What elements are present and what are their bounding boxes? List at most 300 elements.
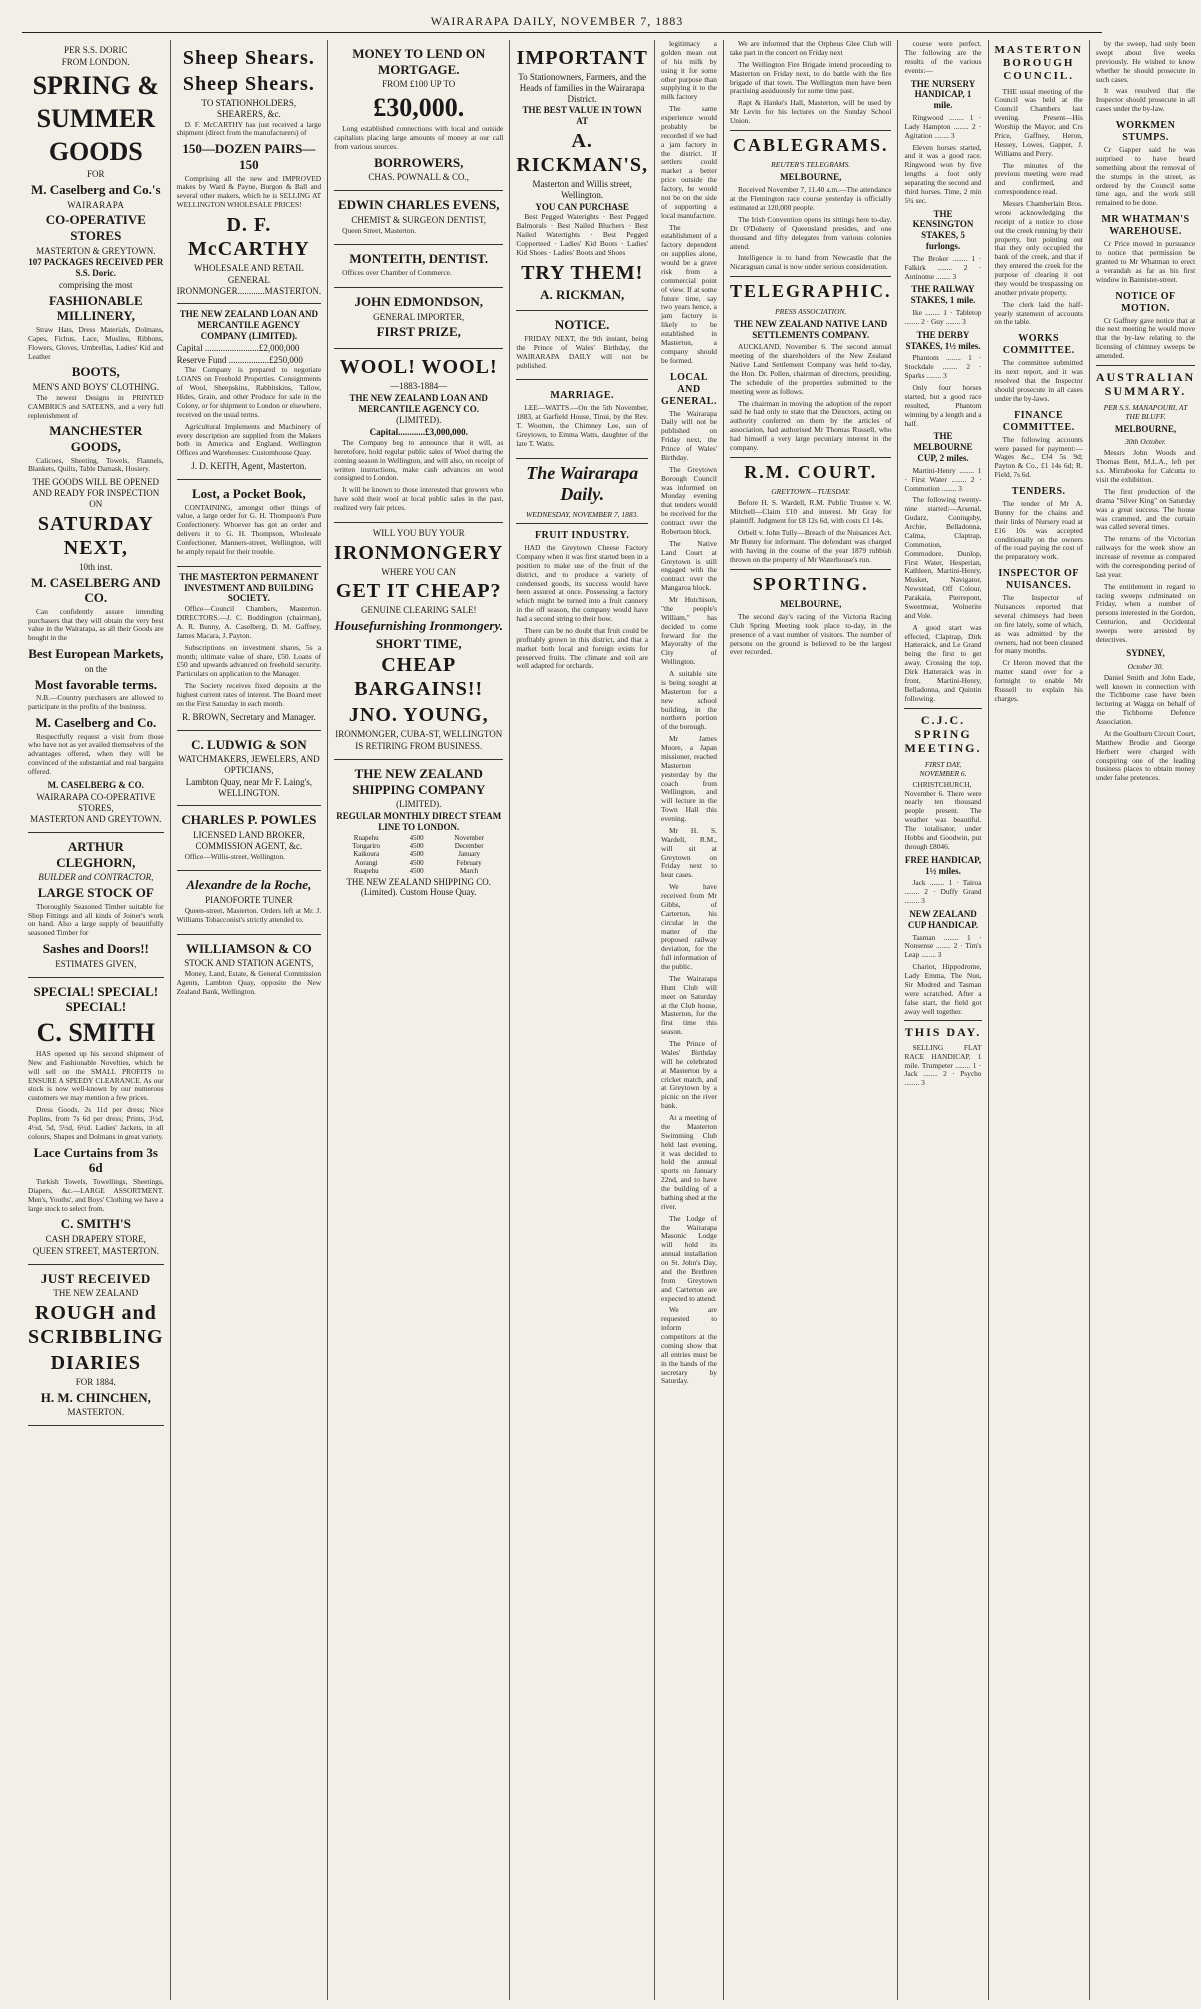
ad-line: 10th inst.: [79, 561, 113, 572]
young-ad: [334, 523, 503, 760]
ad-body: Respectfully request a visit from those who have not as yet availed themselves of the advantages offered, when they will be convinced of the substantial and real bargains offered.: [28, 731, 164, 777]
race-results: Jack ........ 1 · Tairoa ........ 2 · Duffy Grand ........ 3: [904, 878, 982, 906]
ad-title: WOOL! WOOL!: [339, 355, 498, 378]
article-body: The Prince of Wales' Birthday will be celebrated at Masterton by a cricket match, and at Greytown by a picnic on the river bank.: [661, 1039, 717, 1111]
ad-line: To Stationowners, Farmers, and the Heads of families in the Wairarapa District.: [518, 72, 647, 104]
ad-line: GENUINE CLEARING SALE!: [360, 605, 477, 616]
ad-terms: Most favorable terms.: [34, 676, 157, 692]
ad-body: The Company beg to announce that it will, as heretofore, hold regular public sales of Wool during the coming season in Wellington, and will also, on receipt of written instructions, make cash advances on wool consigned to London.: [334, 437, 504, 483]
ad-manchester: MANCHESTER GOODS,: [49, 423, 143, 455]
race-title: THE RAILWAY STAKES, 1 mile.: [910, 284, 976, 306]
article-body: The entitlement in regard to racing sweeps culminated on Friday, when a number of persons interested in the Gordon, Centurion, and Occidental sweeps were arrested by detectives.: [1095, 581, 1196, 644]
australian-heading: AUSTRALIAN SUMMARY.: [1095, 369, 1196, 399]
ad-line: comprising the most: [59, 279, 133, 290]
ad-line: THE GOODS WILL BE OPENED AND READY FOR INSPECTION ON: [32, 477, 160, 509]
article-body: The minutes of the previous meeting were read and confirmed, and correspondence read.: [994, 160, 1083, 197]
ad-body: The Society receives fixed deposits at the highest current rates of interest. The Board meet on the First Saturday in each month.: [176, 681, 322, 708]
ad-line: WHERE YOU CAN: [381, 566, 457, 577]
ad-body: Straw Hats, Dress Materials, Dolmans, Capes, Fichus, Lace, Muslins, Ribbons, Flowers, Gloves, Umbrellas, Ladies' Kid and Leather: [28, 324, 164, 361]
ad-firm: JNO. YOUNG,: [348, 704, 489, 727]
race-results: SELLING FLAT RACE HANDICAP, 1 mile. Trumpeter ........ 1 · Jack ........ 2 · Psycho ........ 3: [904, 1042, 982, 1088]
ad-line: WAIRARAPA: [67, 199, 125, 210]
paper-date: WEDNESDAY, NOVEMBER 7, 1883.: [526, 510, 639, 519]
ad-body: D. F. McCARTHY has just received a large shipment (direct from the manufacturers) of: [176, 119, 322, 138]
ad-title: DIARIES: [50, 1351, 141, 1374]
article-body: Cr Price moved in pursuance to notice that permission be granted to Mr Whatman to erect a verandah as far as his first window in Bannister-street.: [1095, 239, 1196, 284]
ad-title: Lost, a Pocket Book,: [191, 485, 306, 501]
ad-signature: R. BROWN, Secretary and Manager.: [182, 711, 316, 722]
masthead: WAIRARAPA DAILY, NOVEMBER 7, 1883: [430, 14, 684, 28]
ad-line: MASTERTON.: [67, 1407, 125, 1418]
article-body: The tender of Mr A. Bunny for the chains and their links of Nursery road at £16 10s was accepted conditionally on the owners of the road paying the cost of the preparatory work.: [994, 499, 1083, 562]
ad-firm: EDWIN CHARLES EVENS,: [338, 197, 500, 213]
ad-body: Queen-street, Masterton. Orders left at Mr. J. Williams Tobacconist's strictly attended to.: [176, 905, 322, 924]
ship-row: [334, 842, 503, 850]
ad-body: Queen Street, Masterton.: [342, 225, 417, 235]
paper-title: The Wairarapa Daily.: [526, 462, 639, 505]
notice-body: FRIDAY NEXT, the 9th instant, being the Prince of Wales' Birthday, the WAIRARAPA DAILY will not be published.: [516, 333, 648, 370]
article-body: Cr Gaffney gave notice that at the next meeting he would move that the by-law relating to the licensing of chimney sweeps be amended.: [1095, 315, 1196, 360]
article-body: Daniel Smith and John Eade, well known in connection with the Tichborne case have been lecturing at Wagga on behalf of the Tichborne Defence Association.: [1095, 672, 1196, 726]
race-title: THE NURSERY HANDICAP, 1 mile.: [910, 78, 976, 111]
article-body: The Native Land Court at Greytown is still engaged with the contract over the Mangaroa block.: [661, 538, 717, 593]
permanent-society-ad: [177, 567, 322, 731]
ad-title: Sheep Shears.: [182, 47, 315, 69]
ship-name: Aorangi: [354, 858, 378, 867]
ad-line: FROM £100 UP TO: [382, 79, 456, 90]
column-3: [328, 40, 510, 2000]
ad-body: Money, Land, Estate, & General Commission Agents, Lambton Quay, opposite the New Zealand Bank, Wellington.: [176, 968, 322, 996]
article-body: Before H. S. Wardell, R.M. Public Trustee v. W. Mitchell—Claim £10 and interest. Mr Gray for plaintiff. Judgment for £8 12s 6d, with costs £1 14s.: [729, 498, 892, 526]
ad-firm: JOHN EDMONDSON,: [354, 293, 484, 309]
ad-signature: M. CASELBERG & CO.: [47, 779, 144, 790]
ad-line: TO STATIONHOLDERS, SHEARERS, &c.: [201, 98, 297, 119]
article-body: Eleven horses started, and it was a good race. Ringwood won by five lengths a foot only separating the second and third horses. Time, 2 min 5¼ sec.: [904, 142, 982, 205]
ad-title: IMPORTANT: [516, 47, 648, 69]
ad-body: Dress Goods, 2s 11d per dress; Nice Poplins, from 7s 6d per dress; Prints, 3½d, 4½d, 5d, 5½d, 6½d. Ladies' Jackets, in all colours, Shapes and Dolmans in great variety.: [28, 1105, 164, 1141]
ad-firm: M. CASELBERG AND CO.: [30, 574, 161, 606]
works-heading: WORKS COMMITTEE.: [1002, 333, 1075, 357]
article-body: At a meeting of the Masterton Swimming Club held last evening, it was decided to hold the annual sports on January 22nd, and to have the building of a bathing shed at the river.: [661, 1113, 717, 1211]
ad-firm: THE NEW ZEALAND LOAN AND MERCANTILE AGENCY CO.: [349, 392, 488, 414]
sporting-heading: SPORTING.: [752, 573, 869, 594]
section-heading: WORKMEN STUMPS.: [1115, 120, 1176, 143]
ad-lace: Lace Curtains from 3s 6d: [33, 1144, 158, 1176]
article-body: course were perfect. The following are the results of the various events:—: [904, 39, 982, 75]
ad-body: Calicoes, Sheeting, Towels, Flannels, Blankets, Quilts, Table Damask, Hosiery.: [28, 455, 164, 474]
court-heading: R.M. COURT.: [744, 461, 878, 482]
ad-just: JUST RECEIVED: [40, 1270, 151, 1286]
article-body: by the sweep, had only been swept about five weeks previously. He wished to know whether he should prosecute in such cases.: [1095, 39, 1196, 84]
ad-line: Masterton and Willis street, Wellington.: [532, 178, 632, 200]
ad-line: WHOLESALE AND RETAIL: [193, 263, 304, 274]
ad-body: Long established connections with local and outside capitalists placing large amounts of money at our call from various sources.: [334, 124, 504, 151]
ad-sash: Sashes and Doors!!: [42, 941, 149, 957]
ad-firm: C. SMITH'S: [60, 1216, 131, 1232]
article-body: A suitable site is being sought at Masterton for a new school building, in the northern portion of the borough.: [661, 669, 717, 732]
article-body: The establishment of a factory dependent on supplies alone, would be a grave risk from a commercial point of view. If at some future time, say two years hence, a jam factory is likely to be established in Masterton, a company should be formed.: [661, 222, 717, 365]
divider: [1096, 365, 1195, 366]
ad-line: THE BEST VALUE IN TOWN AT: [522, 105, 642, 127]
ad-body: Subscriptions on investment shares, 5s a month; ultimate value of share, £50. Loans of £50 and upwards advanced on freehold security. Particulars on application to the Manager.: [176, 642, 322, 679]
ad-capital: Capital............£3,000,000.: [369, 427, 468, 438]
ad-stores: CO-OPERATIVE STORES: [45, 212, 146, 243]
ad-line: FOR 1884.: [75, 1376, 116, 1387]
article-body: The same experience would probably be recorded if we had a jam factory in the district. If settlers could market a better price outside the factory, he would not be on the side of supporting a local manufacture.: [661, 104, 717, 220]
ship-name: Kaikoura: [353, 850, 380, 859]
ad-line: (LIMITED).: [396, 799, 442, 810]
section-heading: LOCAL AND GENERAL.: [661, 371, 717, 407]
caselberg-ad: [28, 40, 164, 833]
ad-prize: FIRST PRIZE,: [376, 324, 461, 340]
ad-borrowers: BORROWERS,: [374, 154, 464, 170]
race-results: Ringwood ........ 1 · Lady Hampton ........ 2 · Agitation ........ 3: [904, 112, 982, 140]
money-ad: [334, 40, 503, 191]
ad-body: Can confidently assure intending purchasers that they will obtain the very best value in the Wairarapa, as all their Goods are bought in the: [28, 606, 164, 643]
article-body: CHRISTCHURCH, November 6. There were nearly ten thousand people present. The weather was beautiful. The totalisator, under Hobbs and Goodwin, put through £8046.: [904, 779, 982, 851]
article-body: It was resolved that the Inspector should prosecute in all cases under the by-law.: [1095, 86, 1196, 114]
article-body: Chariot, Hippodrome, Lady Emma, The Nun, Sir Modred and Tasman were scratched. After a false start, the field got away well together.: [904, 962, 982, 1016]
ad-body: CONTAINING, amongst other things of value, a large order for G. H. Thompson's Pure Confectionery. Whoever has got an order and delivers it to G. H. Thompson, Wholesale Confectioner, Manners-street, Wellington, will be amply repaid for their trouble.: [176, 502, 322, 556]
divider: [516, 523, 648, 524]
ad-saturday: SATURDAY NEXT,: [37, 512, 154, 559]
ad-line: REGULAR MONTHLY DIRECT STEAM LINE TO LONDON.: [336, 811, 502, 832]
ad-line: PIANOFORTE TUNER: [205, 895, 293, 906]
ad-millinery: FASHIONABLE MILLINERY,: [48, 292, 143, 324]
ship-date: December: [454, 842, 484, 851]
article-body: The Greytown Borough Council was informed on Monday evening that tenders would be received for the contract over the Robertson block.: [661, 464, 717, 536]
council-heading: MASTERTON BOROUGH COUNCIL.: [994, 44, 1083, 83]
article-body: We have received from Mr Gibbs, of Carterton, his circular in the matter of the proposed railway deviation, for the full information of the public.: [661, 882, 717, 971]
column-9: [1090, 40, 1201, 2000]
cable-sub: REUTER'S TELEGRAMS.: [771, 160, 851, 170]
article-body: The following twenty-nine started:—Arsenal, Gudarz, Coningsby, Archie, Belladonna, Calma, Claptrap, Commotion, Commodore, Dunlop, First Water, Hesperian, Kathleen, Martini-Henry, Musket, Navigator, Newstead, Off Colour, Parakaia, Pierrepont, Sweetmeat, Wolnerite and Vole.: [904, 495, 982, 620]
ad-line: QUEEN STREET, MASTERTON.: [32, 1245, 159, 1256]
ad-line: CHEMIST & SURGEON DENTIST,: [351, 214, 487, 225]
article-body: THE usual meeting of the Council was held at the Council Chambers last evening. Present—His Worship the Mayor, and Crs Price, Gaffney, Heron, Hessey, Lowes, Gapper, J. Williams and Perry.: [994, 86, 1083, 158]
sheep-shears-ad: [177, 40, 322, 304]
article-body: Cr Heron moved that the matter stand over for a fortnight to enable Mr Russell to explain his charges.: [994, 658, 1083, 703]
ad-title: Sheep Shears.: [182, 73, 315, 95]
article-body: The Wairarapa Hunt Club will meet on Saturday at the Club house, Masterton, for the first time this season.: [661, 973, 717, 1037]
shipping-table: [334, 834, 503, 876]
column-2: [171, 40, 329, 2000]
ad-line: CASH DRAPERY STORE,: [45, 1234, 146, 1244]
finance-heading: FINANCE COMMITTEE.: [1002, 409, 1075, 433]
ad-trade: Housefurnishing Ironmongery.: [334, 618, 504, 634]
article-body: The committee submitted its next report, and it was resolved that the Inspector should prosecute in all cases under the by-laws.: [994, 358, 1083, 403]
article-body: We are informed that the Orpheus Glee Club will take part in the concert on Friday next: [729, 39, 892, 57]
ship-date: January: [458, 850, 481, 859]
ad-title: SPRING &: [32, 70, 159, 100]
dateline: MELBOURNE,: [780, 172, 842, 183]
ad-title: THE NEW ZEALAND SHIPPING COMPANY: [352, 766, 486, 797]
ad-line: LICENSED LAND BROKER, COMMISSION AGENT, &c.: [192, 829, 305, 851]
telegraphic-heading: TELEGRAPHIC.: [729, 281, 892, 302]
ad-body: It will be known to those interested that growers who have sold their wool at local public sales in the past, realized very fair prices.: [334, 485, 504, 513]
ad-line: BUILDER and CONTRACTOR,: [38, 872, 154, 883]
smith-ad: [28, 978, 164, 1265]
ad-line: THE NEW ZEALAND: [53, 1288, 139, 1299]
ship-name: Ruapehu: [353, 833, 379, 842]
ad-title: SUMMER: [36, 103, 156, 133]
ad-title: THE MASTERTON PERMANENT INVESTMENT AND BUILDING SOCIETY.: [179, 571, 319, 604]
article-body: Cr Gapper said he was surprised to have heard something about the removal of the stumps in the street, as ordered by the Council some time ago, and the work still remained to be done.: [1095, 145, 1196, 208]
ad-line: YOU CAN PURCHASE: [535, 201, 629, 212]
notice-title: NOTICE.: [554, 317, 610, 333]
article-body: Messrs John Woods and Thomas Bent, M.L.A., left per s.s. Mirrabooka for Calcutta to visit the exhibition.: [1095, 448, 1196, 485]
divider: [730, 457, 892, 458]
ad-line: MASTERTON & GREYTOWN.: [36, 245, 156, 256]
powles-ad: [177, 806, 322, 871]
monteith-ad: [334, 245, 503, 287]
article-body: The Lodge of the Wairarapa Masonic Lodge will hold its annual installation on St. John's Day, and the Brethren from Greytown and Carterton are expected to attend.: [661, 1213, 717, 1303]
this-day-heading: THIS DAY.: [904, 1025, 982, 1040]
marriage-title: MARRIAGE.: [550, 390, 614, 402]
ad-line: STOCK AND STATION AGENTS,: [184, 958, 314, 969]
article-body: AUCKLAND, November 6. The second annual meeting of the shareholders of the New Zealand Native Land Settlement Company was held to-day, the Hon. Dr. Pollen, chairman of directors, presiding. The schedule of the properties submitted to the meeting were as follows.: [729, 342, 892, 396]
ad-line: FROM LONDON.: [61, 56, 130, 67]
dateline: SYDNEY,: [1126, 647, 1165, 658]
article-body: legitimacy a golden mean out of his milk by using it for some other purpose than supplying it to the milk factory: [661, 39, 717, 102]
ad-title: IRONMONGERY: [334, 541, 504, 564]
article-body: The second day's racing of the Victoria Racing Club Spring Meeting took place to-day, in the presence of a vast number of visitors. The number of persons on the ground is believed to be the largest ever recorded.: [729, 611, 892, 657]
section-heading: MR WHATMAN'S WAREHOUSE.: [1101, 214, 1190, 238]
ship-name: Tongariro: [352, 842, 380, 851]
ad-body: Best Pegged Waterights · Best Pegged Balmorals · Best Nailed Bluchers · Best Nailed Watertights · Best Pegged Copperteed · Ladies' Kid Boots · Ladies' Kid Shoes · Ladies' Boots and Shoes: [516, 212, 648, 257]
article-body: Received November 7, 11.40 a.m.—The attendance at the Flemington race course yesterday is officially estimated at 120,000 people.: [729, 185, 892, 213]
article-body: The Wairarapa Daily will not be published on Friday next, the Prince of Wales' Birthday.: [661, 408, 717, 462]
ad-firm: Alexandre de la Roche,: [186, 877, 312, 893]
race-results: Ike ........ 1 · Tabletop ........ 2 · Guy ........ 3: [904, 308, 982, 326]
ad-firm: D. F. McCARTHY: [188, 214, 310, 261]
ad-bargains: CHEAP BARGAINS!!: [354, 654, 484, 701]
divider: [904, 1020, 981, 1021]
ship-row: [334, 867, 503, 875]
ad-body: Office—Council Chambers, Masterton. DIRECTORS.—J. C. Boddington (chairman), A. R. Bunny, A. Caselberg, D. M. Gaffney, James Macara, J. Payton.: [176, 604, 322, 640]
shipping-ad: [334, 760, 503, 905]
ad-body: The newest Designs in PRINTED CAMBRICS and SATEENS, and a very full replenishment of: [28, 392, 164, 420]
ad-firm: CHARLES P. POWLES: [181, 812, 317, 828]
ship-tons: 4500: [409, 858, 424, 867]
race-title: NEW ZEALAND CUP HANDICAP.: [907, 908, 979, 930]
race-title: THE KENSINGTON STAKES, 5 furlongs.: [912, 208, 974, 252]
ad-reserve: Reserve Fund ..................£250,000: [176, 354, 303, 365]
ship-tons: 4500: [409, 867, 424, 876]
motion-heading: NOTICE OF MOTION.: [1115, 290, 1176, 314]
ad-firm: C. SMITH: [36, 1017, 156, 1047]
ad-firm: C. LUDWIG & SON: [191, 736, 307, 752]
ad-firm: ARTHUR CLEGHORN,: [56, 839, 136, 870]
ad-body: Offices over Chamber of Commerce.: [342, 268, 452, 278]
ad-capital: Capital ........................£2,000,000: [176, 342, 300, 353]
australian-sub: PER S.S. MANAPOURI, AT THE BLUFF.: [1103, 402, 1188, 421]
fruit-heading: FRUIT INDUSTRY.: [534, 530, 630, 541]
chinchen-ad: [28, 1265, 164, 1427]
ad-packages: 107 PACKAGES RECEIVED PER S.S. Doric.: [28, 257, 164, 279]
article-body: Rapt & Hanke's Hall, Masterton, will be used by Mr Levin for his lectures on the Sunday School Union.: [729, 98, 892, 125]
ship-tons: 4500: [409, 833, 424, 842]
divider: [730, 276, 892, 277]
article-body: HAD the Greytown Cheese Factory Company when it was first started been in a position to make use of the fruit of the district, and to produce a variety of condensed goods, its success would have been assured at once. Possessing a factory which might be turned into a fruit cannery in the off season, the company would have had a second string to their bow.: [516, 543, 648, 623]
ad-line: WILL YOU BUY YOUR: [372, 527, 465, 538]
cjc-sub: FIRST DAY, NOVEMBER 6.: [919, 759, 967, 778]
ad-firm: WILLIAMSON & CO: [186, 940, 312, 956]
nzlm-ad: [177, 304, 322, 480]
article-body: The Wellington Fire Brigade intend proceeding to Masterton on Friday next, to do battle with the fire brigade of that town. The Wellington men have been practising assiduously for some time past.: [729, 59, 892, 96]
column-7: [898, 40, 988, 2000]
ad-line: GENERAL IRONMONGER............MASTERTON.: [176, 274, 322, 296]
dateline-date: 30th October.: [1125, 437, 1166, 447]
ad-line: on the: [84, 663, 107, 674]
edmondson-ad: [334, 288, 503, 349]
ship-row: [334, 834, 503, 842]
cjc-heading: C.J.C. SPRING MEETING.: [904, 712, 982, 756]
ad-body: HAS opened up his second shipment of New and Fashionable Novelties, which he will sell on the SMALL PROFITS to ENSURE A SPEEDY CLEARANCE. As our stock is now well-known by our numerous customers we may mention a few prices.: [28, 1048, 164, 1103]
ad-try: TRY THEM!: [521, 261, 644, 284]
ad-body: Thoroughly Seasoned Timber suitable for Shop Fittings and all kinds of Joiner's work on hand. Also a large supply of beautifully seasoned Timber for: [28, 901, 164, 938]
ad-boots: BOOTS,: [71, 364, 120, 380]
columns: [22, 39, 1196, 2000]
ship-row: [334, 850, 503, 858]
ad-line: WATCHMAKERS, JEWELERS, AND OPTICIANS,: [178, 754, 320, 775]
ad-title: GOODS: [48, 136, 143, 166]
dateline: MELBOURNE,: [780, 599, 842, 610]
race-title: FREE HANDICAP, 1½ miles.: [904, 854, 982, 876]
column-5: [655, 40, 724, 2000]
ship-tons: 4500: [409, 850, 424, 859]
article-body: Mr James Moore, a Japan missioner, reached Masterton yesterday by the coach from Wellington, and will lecture in the Town Hall this evening.: [661, 734, 717, 823]
ad-firm: A. RICKMAN,: [540, 286, 625, 302]
article-head: THE NEW ZEALAND NATIVE LAND SETTLEMENTS COMPANY.: [734, 318, 888, 340]
article-body: At the Goulburn Circuit Court, Matthew Brodie and George Herbert were charged with conspiring one of the leading business places to obtain money under false pretences.: [1095, 728, 1196, 783]
ad-body: N.B.—Country purchasers are allowed to participate in the profits of the business.: [28, 693, 164, 712]
ad-firm: M. Caselberg and Co.'s: [30, 181, 161, 197]
article-body: There can be no doubt that fruit could be profitably grown in this district, and that a market both local and foreign exists for preserved fruits. The climate and soil are well adapted for orchards.: [516, 625, 648, 671]
tenders-heading: TENDERS.: [1011, 486, 1066, 498]
ad-signature: MASTERTON AND GREYTOWN.: [30, 814, 162, 825]
ad-signature: J. D. KEITH, Agent, Masterton.: [191, 461, 307, 472]
ad-signature: CHAS. POWNALL & CO.,: [368, 172, 470, 183]
race-results: The Broker ........ 1 · Falkirk ........ 2 · Antinome ........ 3: [904, 253, 982, 281]
race-title: THE MELBOURNE CUP, 2 miles.: [913, 431, 973, 463]
roche-ad: [177, 871, 322, 934]
ship-date: November: [454, 833, 484, 842]
ad-body: Comprising all the new and IMPROVED makes by Ward & Payne, Burgon & Ball and several other makers, which he is SELLING AT WELLINGTON WHOLESALE PRICES!: [176, 173, 322, 210]
ad-firm: A. RICKMAN'S,: [516, 129, 648, 176]
ship-date: February: [456, 858, 482, 867]
ad-short: SHORT TIME,: [375, 635, 462, 651]
article-body: The first production of the drama "Silver King" on Saturday was a great success. The house was crammed, and the curtain was called several times.: [1095, 486, 1196, 532]
column-6: [724, 40, 899, 2000]
ad-firm: M. Caselberg and Co.: [35, 714, 157, 730]
cablegrams-heading: CABLEGRAMS.: [732, 134, 889, 155]
dateline-date: October 30.: [1127, 661, 1164, 671]
column-4: [510, 40, 655, 2000]
ad-line: (LIMITED).: [396, 415, 442, 426]
article-body: Intelligence is to hand from Newcastle that the Nicaraguan canal is now under serious consideration.: [729, 253, 892, 272]
ad-title: MONEY TO LEND ON MORTGAGE.: [352, 46, 486, 77]
ad-title: THE NEW ZEALAND LOAN AND MERCANTILE AGENCY COMPANY (LIMITED).: [179, 309, 319, 342]
ship-tons: 4500: [409, 842, 424, 851]
masthead-rule: [22, 32, 1102, 33]
marriage-ad: [516, 380, 648, 458]
inspector-heading: INSPECTOR OF NUISANCES.: [998, 568, 1079, 592]
article-body: The clerk laid the half-yearly statement of accounts on the table.: [994, 299, 1083, 327]
ship-name: Ruapehu: [353, 867, 379, 876]
ad-body: Office—Willis-street, Wellington.: [184, 851, 286, 861]
race-results: Martini-Henry ........ 1 · First Water ........ 2 · Commotion ........ 3: [904, 465, 982, 493]
ad-line: —1883-1884—: [390, 380, 448, 391]
wool-ad: [334, 349, 503, 523]
marriage-body: LEE—WATTS.—On the 5th November, 1883, at Garfield House, Tinui, by the Rev. T. Wootten, the Chimney Lee, son of Greytown, to Emma Watts, daughter of the late T. Watts.: [516, 403, 648, 448]
article-body: The chairman in moving the adoption of the report said he had only to state that the Directors, acting on authority conferred on them by the articles of association, had authorised Mr Thomas Russell, who had himself a very large pecuniary interest in the company.: [729, 398, 892, 452]
ad-line: PER S.S. DORIC: [64, 45, 128, 55]
ad-line: MEN'S AND BOYS' CLOTHING.: [32, 382, 159, 392]
ad-body: The Company is prepared to negotiate LOANS on Freehold Properties. Consignments of Wool, Sheepskins, Rabbitskins, Tallow, Hides, Grain, and other Produce for sale in the Colony, or for shipment to London or elsewhere, received on the usual terms.: [176, 365, 322, 419]
column-1: [22, 40, 171, 2000]
ad-signature: WAIRARAPA CO-OPERATIVE STORES,: [36, 791, 156, 813]
article-body: The Inspector of Nuisances reported that several chimneys had been on fire lately, some of which, as was admitted by the owners, had not been cleaned for many months.: [994, 593, 1083, 656]
ad-title: ROUGH and SCRIBBLING: [28, 1301, 164, 1348]
article-body: Only four horses started, but a good race resulted, Phantom winning by a length and a half.: [904, 383, 982, 428]
article-body: Mr H. S. Wardell, R.M., will sit at Greytown on Friday next to hear cases.: [661, 825, 717, 880]
court-sub: GREYTOWN—TUESDAY.: [771, 487, 851, 497]
ad-markets: Best European Markets,: [28, 646, 164, 662]
ad-line: FOR: [87, 169, 105, 180]
williamson-ad: [177, 935, 322, 1006]
article-body: A good start was effected, Claptrap, Dirk Hatteraick, and Le Grand being the first to get away. Crossing the top, Dirk Hatteraick was in front, Martini-Henry, Belladonna, and Quintin following.: [904, 622, 982, 703]
divider: [904, 708, 981, 709]
ad-line: GENERAL IMPORTER,: [373, 311, 465, 322]
dateline: MELBOURNE,: [1114, 423, 1177, 434]
article-body: The following accounts were passed for payment:—Wages &c., £34 5s 9d; Payton & Co., £1 14s 6d; R. Field, 7s 6d.: [994, 434, 1083, 480]
article-body: Mr Hutchison, "the people's William," has decided to come forward for the Mayoralty of the City of Wellington.: [661, 595, 717, 667]
ad-amount: £30,000.: [373, 92, 465, 122]
ship-row: [334, 859, 503, 867]
divider: [730, 569, 892, 570]
ad-signature: THE NEW ZEALAND SHIPPING CO. (Limited). Custom House Quay.: [346, 876, 492, 898]
lost-ad: [177, 480, 322, 567]
ad-line: Lambton Quay, near Mr F. Laing's, WELLINGTON.: [185, 776, 313, 798]
article-body: We are requested to inform competitors at the coming show that all entries must be in the hands of the secretary by Saturday.: [661, 1305, 717, 1386]
race-results: Phantom ........ 1 · Stockdale ........ 2 · Sparks ........ 3: [904, 353, 982, 381]
press-sub: PRESS ASSOCIATION.: [775, 306, 847, 316]
rickman-ad: [516, 40, 648, 311]
ship-date: March: [460, 867, 479, 876]
cleghorn-ad: [28, 833, 164, 977]
ad-line: IS RETIRING FROM BUSINESS.: [355, 741, 483, 752]
article-body: Messrs Chamberlain Bros. wrote acknowledging the receipt of a notice to close out the creek running by their property, but pointing out that they only occupied the bank of the creek, and that if they entered the creek for the purpose of clearing it out they would be trespassing on another private property.: [994, 199, 1083, 297]
divider: [730, 130, 892, 131]
ad-firm: H. M. CHINCHEN,: [40, 1389, 151, 1405]
ad-stock: LARGE STOCK OF: [37, 885, 154, 901]
ad-line: ESTIMATES GIVEN,: [55, 958, 137, 969]
ad-body: Turkish Towels, Towellings, Sheetings, Diapers, &c.—LARGE ASSORTMENT. Men's, Youths', and Boys' Clothing we have a large stock to select from.: [28, 1176, 164, 1213]
ad-firm: MONTEITH, DENTIST.: [349, 251, 489, 267]
race-title: THE DERBY STAKES, 1½ miles.: [905, 329, 981, 351]
ludwig-ad: [177, 731, 322, 807]
article-body: The returns of the Victorian railways for the week show an increase of revenue as compared with the corresponding period of last year.: [1095, 534, 1196, 579]
ad-line: IRONMONGER, CUBA-ST, WELLINGTON: [335, 729, 503, 740]
article-body: The Irish Convention opens its sittings here to-day. Dr O'Doherty of Queensland presides, and one thousand and fifty delegates from various colonies attend.: [729, 214, 892, 251]
ad-title: GET IT CHEAP?: [335, 580, 502, 603]
ad-special: SPECIAL! SPECIAL! SPECIAL!: [33, 983, 159, 1015]
ad-body: Agricultural Implements and Machinery of every description are supplied from the Makers both in America and England. Wellington Offices and Warehouses: Customhouse Quay.: [176, 421, 322, 458]
evens-ad: [334, 191, 503, 245]
race-results: Tasman ........ 1 · Nonsense ........ 2 · Tim's Leap ........ 3: [904, 932, 982, 960]
notice-ad: [516, 311, 648, 380]
